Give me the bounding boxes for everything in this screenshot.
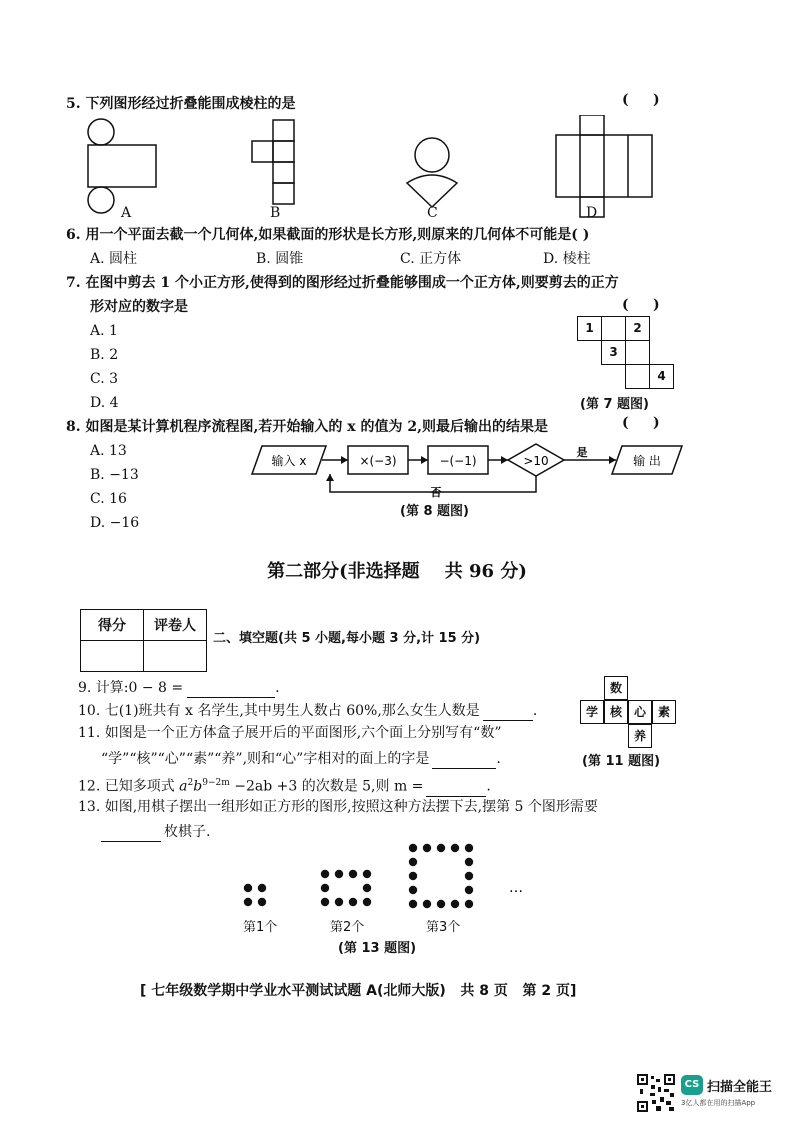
q12-exp-a: 2 xyxy=(187,778,194,788)
q12-answer-blank[interactable] xyxy=(426,776,486,797)
q5-text: 5. 下列图形经过折叠能围成棱柱的是 xyxy=(66,96,296,112)
q10-line xyxy=(78,700,537,721)
q8-flowchart xyxy=(250,440,690,502)
q8-text: 8. 如图是某计算机程序流程图,若开始输入的 x 的值为 2,则最后输出的结果是 xyxy=(66,419,548,435)
q13-pattern-figure xyxy=(230,840,550,915)
q8-option-d: D. −16 xyxy=(90,515,140,531)
flow-no-label: 否 xyxy=(430,486,442,499)
flow-output-label: 输 出 xyxy=(633,454,661,468)
q11-caption: (第 11 题图) xyxy=(582,754,661,769)
q12-rest: −2ab +3 的次数是 5,则 m = xyxy=(229,778,424,795)
qr-code-icon xyxy=(636,1073,676,1113)
q11-face-he: 核 xyxy=(604,700,628,724)
score-cell[interactable] xyxy=(81,641,144,672)
q11-face-yang: 养 xyxy=(628,724,652,748)
q5-label-c: C xyxy=(427,205,438,221)
q12-end: . xyxy=(486,778,491,795)
flow-input-label: 输入 x xyxy=(271,454,307,468)
q12-var-b: b xyxy=(193,778,203,795)
q10-text: 10. 七(1)班共有 x 名学生,其中男生人数占 60%,那么女生人数是 xyxy=(78,703,480,719)
q13-caption: (第 13 题图) xyxy=(338,941,417,956)
q7-square-mid xyxy=(625,340,650,365)
q11-face-shu: 数 xyxy=(604,676,628,700)
q7-square-1: 1 xyxy=(577,316,602,341)
flow-step1-label: ×(−3) xyxy=(359,454,397,468)
q10-end: . xyxy=(532,703,538,719)
q7-square-4: 4 xyxy=(649,364,674,389)
q13-line2 xyxy=(101,821,210,842)
figure-c-cone-net xyxy=(407,138,457,207)
section2-title: 二、填空题(共 5 小题,每小题 3 分,计 15 分) xyxy=(213,631,481,646)
camscanner-tagline: 3亿人都在用的扫描App xyxy=(681,1099,756,1107)
flow-decision-label: >10 xyxy=(523,454,549,468)
q7-square-blank xyxy=(601,316,626,341)
q6-text: 6. 用一个平面去截一个几何体,如果截面的形状是长方形,则原来的几何体不可能是( ) xyxy=(66,227,590,243)
q12-var-a: a xyxy=(179,778,188,795)
q11-face-su: 素 xyxy=(652,700,676,724)
camscanner-logo-icon: CS xyxy=(681,1075,703,1095)
q13-text-line1: 13. 如图,用棋子摆出一组形如正方形的图形,按照这种方法摆下去,摆第 5 个图形需要 xyxy=(78,799,598,815)
q13-answer-blank[interactable] xyxy=(101,821,161,842)
q6-option-c: C. 正方体 xyxy=(400,251,462,267)
q7-square-2: 2 xyxy=(625,316,650,341)
q11-face-xue: 学 xyxy=(580,700,604,724)
camscanner-name: 扫描全能王 xyxy=(707,1080,773,1095)
q11-face-xin: 心 xyxy=(628,700,652,724)
pattern-2 xyxy=(321,870,371,906)
q5-answer-paren: ( ) xyxy=(622,92,660,108)
q12-line xyxy=(78,773,491,797)
part2-title: 第二部分(非选择题 共 96 分) xyxy=(267,561,527,582)
pattern-1 xyxy=(244,884,266,906)
q5-label-b: B xyxy=(270,205,281,221)
figure-d-prism-net xyxy=(556,115,652,217)
q6-option-d: D. 棱柱 xyxy=(543,251,591,267)
q7-text-line1: 7. 在图中剪去 1 个小正方形,使得到的图形经过折叠能够围成一个正方体,则要剪去的正方 xyxy=(66,275,619,291)
q7-option-c: C. 3 xyxy=(90,371,119,387)
q11-line2 xyxy=(101,748,501,769)
q9-text: 9. 计算:0 − 8 = xyxy=(78,680,184,696)
q7-option-a: A. 1 xyxy=(90,323,118,339)
q9-end: . xyxy=(275,680,280,696)
q7-text-line2: 形对应的数字是 xyxy=(90,299,188,315)
q13-text-line2: 枚棋子. xyxy=(164,824,211,840)
figure-b-net xyxy=(252,120,294,204)
q13-label-1: 第1个 xyxy=(243,920,278,935)
q8-caption: (第 8 题图) xyxy=(400,504,469,519)
score-header: 得分 xyxy=(81,610,144,641)
q9-answer-blank[interactable] xyxy=(187,677,275,698)
q11-text-line1: 11. 如图是一个正方体盒子展开后的平面图形,六个面上分别写有“数” xyxy=(78,725,502,741)
q12-exp-b: 9−2m xyxy=(202,778,230,788)
q12-prefix: 12. 已知多项式 xyxy=(78,778,180,795)
q9-line xyxy=(78,677,280,698)
q8-answer-paren: ( ) xyxy=(622,415,660,431)
q11-answer-blank[interactable] xyxy=(432,748,496,769)
flow-step2-label: −(−1) xyxy=(439,454,477,468)
q7-option-d: D. 4 xyxy=(90,395,119,411)
grader-header: 评卷人 xyxy=(144,610,207,641)
q8-option-a: A. 13 xyxy=(90,443,127,459)
page-footer: [ 七年级数学期中学业水平测试试题 A(北师大版) 共 8 页 第 2 页] xyxy=(140,983,577,999)
q7-answer-paren: ( ) xyxy=(622,297,660,313)
score-table xyxy=(80,609,207,672)
q7-square-bottom xyxy=(625,364,650,389)
figure-a-cylinder-net xyxy=(88,119,156,213)
q13-label-3: 第3个 xyxy=(426,920,461,935)
q6-option-a: A. 圆柱 xyxy=(90,251,138,267)
q8-option-b: B. −13 xyxy=(90,467,139,483)
q7-caption: (第 7 题图) xyxy=(580,397,649,412)
q5-label-a: A xyxy=(121,205,132,221)
pattern-ellipsis: … xyxy=(509,880,523,896)
q7-square-3: 3 xyxy=(601,340,626,365)
q5-label-d: D xyxy=(586,205,598,221)
pattern-3 xyxy=(409,844,473,908)
grader-cell[interactable] xyxy=(144,641,207,672)
q10-answer-blank[interactable] xyxy=(483,700,533,721)
q8-option-c: C. 16 xyxy=(90,491,127,507)
q6-option-b: B. 圆锥 xyxy=(256,251,304,267)
flow-yes-label: 是 xyxy=(576,446,588,459)
q11-text-line2: “学”“核”“心”“素”“养”,则和“心”字相对的面上的字是 xyxy=(101,751,430,767)
q7-option-b: B. 2 xyxy=(90,347,119,363)
q13-label-2: 第2个 xyxy=(330,920,365,935)
q11-end: . xyxy=(496,751,501,767)
